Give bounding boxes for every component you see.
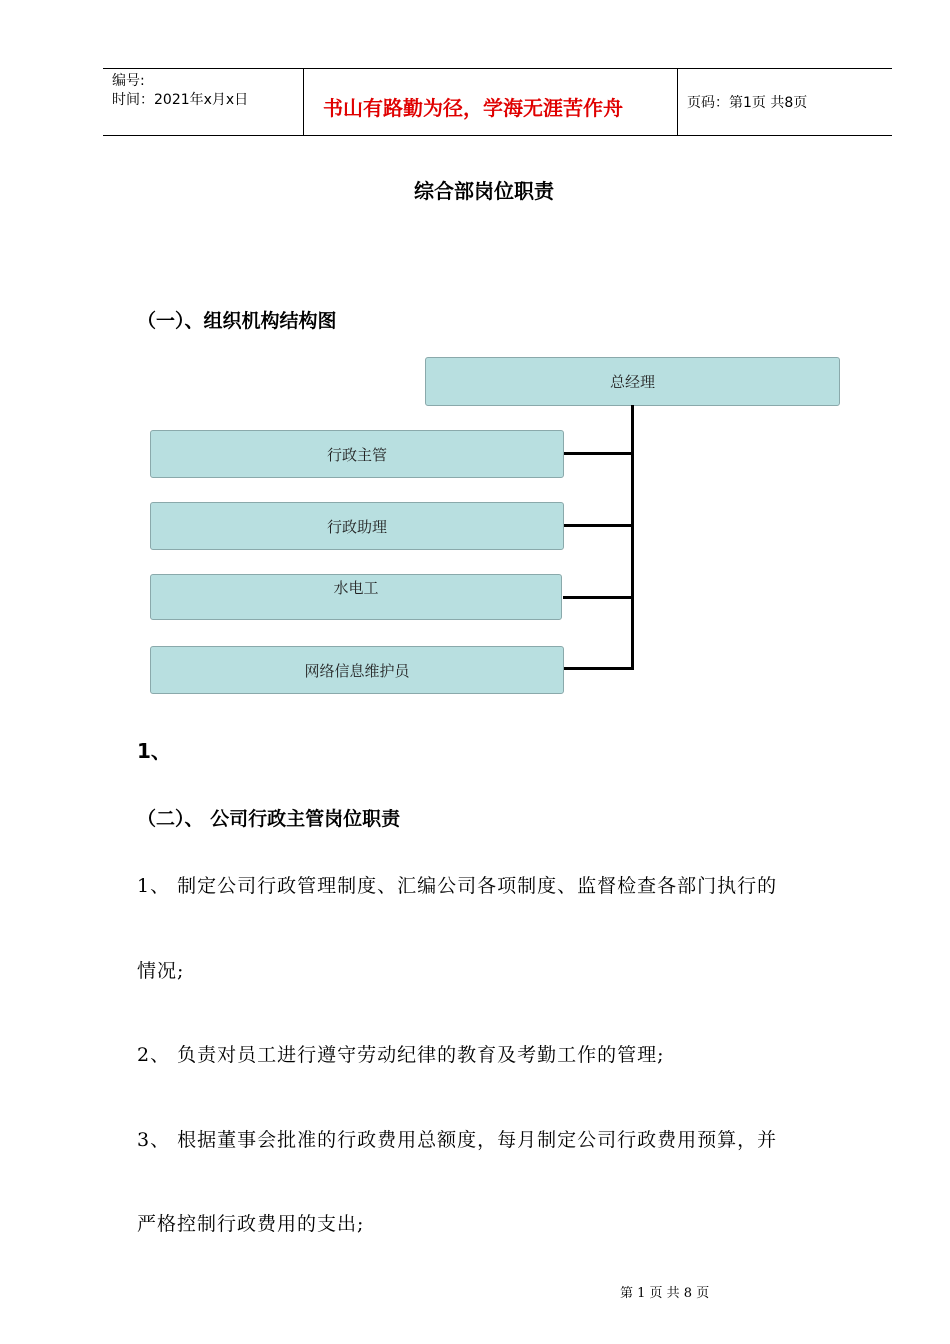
- stray-list-marker: 1、: [137, 739, 171, 763]
- org-box-label: 水电工: [333, 579, 379, 597]
- header-bottom-rule: [103, 135, 892, 136]
- duty-line: 3、 根据董事会批准的行政费用总额度，每月制定公司行政费用预算，并: [137, 1129, 778, 1151]
- header-motto: 书山有路勤为径，学海无涯苦作舟: [323, 96, 623, 120]
- org-box-electrician: [150, 574, 562, 620]
- header-top-rule: [103, 68, 892, 69]
- header-divider: [303, 68, 304, 136]
- page-indicator: 页码：第1页 共8页: [687, 95, 808, 111]
- org-box-label: 行政助理: [326, 517, 387, 536]
- org-box-network-maintainer: [150, 646, 564, 694]
- header-divider: [677, 68, 678, 136]
- section-heading-org: （一）、组织机构结构图: [137, 310, 337, 332]
- org-box-label: 行政主管: [326, 445, 387, 464]
- duty-line: 1、 制定公司行政管理制度、汇编公司各项制度、监督检查各部门执行的: [137, 875, 778, 897]
- org-connector-branch: [563, 667, 634, 670]
- doc-number-label: 编号:: [112, 73, 145, 89]
- duty-line: 情况;: [137, 960, 185, 982]
- page-footer: 第 1 页 共 8 页: [620, 1286, 710, 1301]
- org-connector-trunk: [631, 405, 634, 670]
- org-box-general-manager: [425, 357, 840, 406]
- org-box-admin-assistant: [150, 502, 564, 550]
- org-connector-branch: [563, 596, 634, 599]
- duty-line: 2、 负责对员工进行遵守劳动纪律的教育及考勤工作的管理;: [137, 1044, 665, 1066]
- org-box-label: 总经理: [609, 373, 655, 391]
- duty-line: 严格控制行政费用的支出;: [137, 1213, 365, 1235]
- section-heading-duties: （二）、 公司行政主管岗位职责: [137, 808, 401, 830]
- org-connector-branch: [563, 452, 634, 455]
- page-title: 综合部岗位职责: [414, 179, 554, 203]
- org-box-label: 网络信息维护员: [304, 661, 410, 680]
- doc-time-label: 时间：2021年x月x日: [112, 92, 249, 108]
- org-box-admin-supervisor: [150, 430, 564, 478]
- org-connector-branch: [563, 524, 634, 527]
